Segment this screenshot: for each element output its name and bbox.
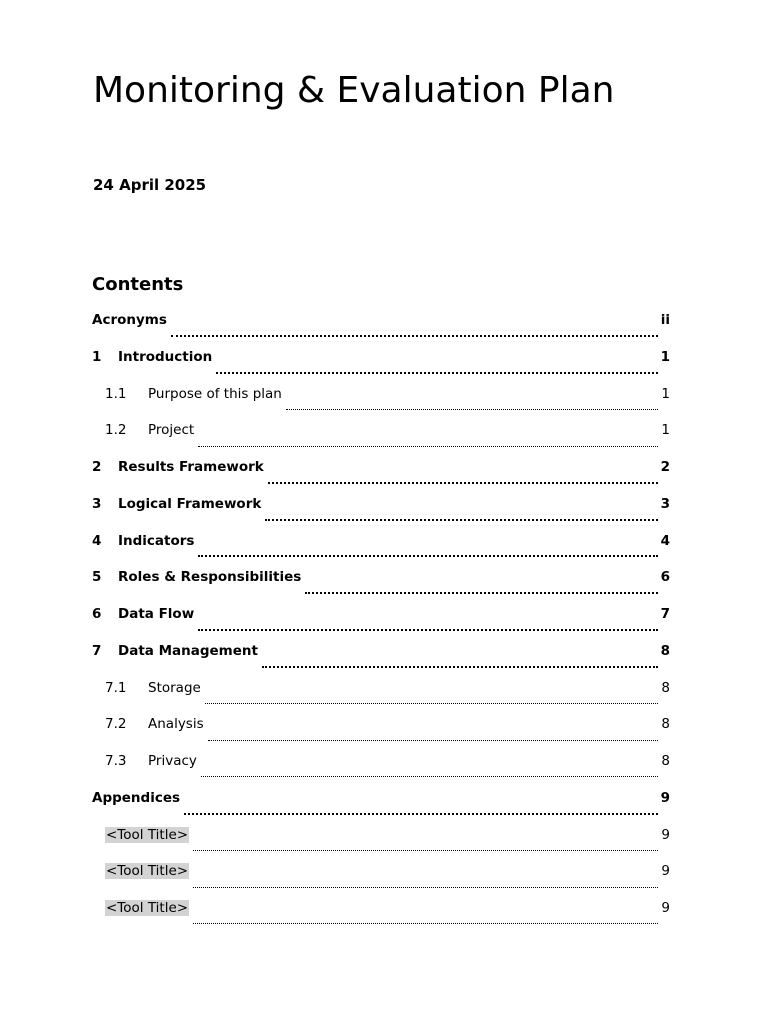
toc-entry-page-number: 6 xyxy=(660,569,670,586)
toc-entry-number: 3 xyxy=(92,495,102,512)
toc-dot-leader xyxy=(198,628,657,631)
toc-dot-leader xyxy=(268,481,658,484)
toc-entry-page-number: 8 xyxy=(661,753,670,769)
toc-entry-label: <Tool Title> xyxy=(106,900,189,916)
table-of-contents xyxy=(92,312,670,937)
toc-dot-leader xyxy=(216,371,657,374)
document-title: Monitoring & Evaluation Plan xyxy=(93,70,615,111)
toc-entry[interactable] xyxy=(92,790,670,827)
toc-entry[interactable] xyxy=(92,459,670,496)
toc-entry-label: Introduction xyxy=(118,348,213,365)
toc-entry-number: 6 xyxy=(92,606,102,622)
toc-entry[interactable] xyxy=(92,643,670,680)
toc-entry-page-number: 8 xyxy=(661,716,670,733)
toc-dot-leader xyxy=(305,591,657,594)
toc-entry-page-number: 7 xyxy=(660,606,670,622)
toc-entry-number: 1 xyxy=(92,348,102,365)
toc-entry-label: Project xyxy=(148,422,195,439)
toc-entry-number: 4 xyxy=(92,532,102,549)
toc-entry[interactable] xyxy=(92,680,670,717)
toc-dot-leader xyxy=(208,739,659,741)
toc-entry-label: Analysis xyxy=(148,716,204,733)
toc-entry[interactable] xyxy=(92,753,670,790)
toc-entry-page-number: 9 xyxy=(660,789,670,806)
document-date: 24 April 2025 xyxy=(93,176,207,194)
toc-entry-page-number: 4 xyxy=(660,532,670,549)
toc-entry[interactable] xyxy=(92,900,670,937)
toc-entry-number: 2 xyxy=(92,459,102,475)
toc-entry-page-number: 1 xyxy=(661,422,670,439)
toc-dot-leader xyxy=(198,445,658,447)
toc-entry-label: Data Flow xyxy=(118,606,195,622)
toc-dot-leader xyxy=(201,775,659,777)
toc-entry-label: Results Framework xyxy=(118,459,264,475)
toc-entry-number: 1.2 xyxy=(105,422,127,439)
toc-entry-page-number: 8 xyxy=(660,642,670,659)
toc-dot-leader xyxy=(171,334,658,337)
toc-entry-page-number: 9 xyxy=(661,826,670,843)
toc-entry-page-number: 3 xyxy=(660,495,670,512)
toc-entry-label: Roles & Responsibilities xyxy=(118,569,302,586)
contents-heading: Contents xyxy=(92,274,184,295)
toc-entry-page-number: 1 xyxy=(661,385,670,402)
toc-entry-label: Storage xyxy=(148,679,201,696)
toc-entry-label: Privacy xyxy=(148,753,197,769)
toc-dot-leader xyxy=(193,922,658,924)
toc-entry-number: 7.2 xyxy=(105,716,127,733)
toc-dot-leader xyxy=(184,812,658,815)
toc-entry-label: Appendices xyxy=(92,789,181,806)
toc-entry-label: Logical Framework xyxy=(118,495,262,512)
toc-entry[interactable] xyxy=(92,569,670,606)
toc-entry-number: 7.1 xyxy=(105,679,127,696)
toc-dot-leader xyxy=(262,665,658,668)
toc-dot-leader xyxy=(286,408,659,410)
toc-entry[interactable] xyxy=(92,349,670,386)
toc-entry-label: Data Management xyxy=(118,642,258,659)
toc-entry-page-number: ii xyxy=(660,312,670,328)
toc-entry-label: <Tool Title> xyxy=(106,826,189,843)
toc-entry[interactable] xyxy=(92,533,670,570)
toc-entry[interactable] xyxy=(92,827,670,864)
toc-entry-label: <Tool Title> xyxy=(106,863,189,880)
toc-entry[interactable] xyxy=(92,716,670,753)
toc-entry-label: Purpose of this plan xyxy=(148,385,282,402)
toc-entry-number: 7.3 xyxy=(105,753,127,769)
toc-entry[interactable] xyxy=(92,312,670,349)
toc-entry[interactable] xyxy=(92,606,670,643)
toc-dot-leader xyxy=(205,702,659,704)
toc-entry-page-number: 2 xyxy=(660,459,670,475)
toc-entry-number: 7 xyxy=(92,642,102,659)
toc-entry[interactable] xyxy=(92,386,670,423)
toc-entry-number: 1.1 xyxy=(105,385,127,402)
toc-entry-label: Indicators xyxy=(118,532,195,549)
toc-entry-page-number: 1 xyxy=(660,348,670,365)
toc-entry[interactable] xyxy=(92,496,670,533)
toc-dot-leader xyxy=(198,554,657,557)
toc-entry-number: 5 xyxy=(92,569,102,586)
toc-entry-label: Acronyms xyxy=(92,312,167,328)
toc-entry-page-number: 8 xyxy=(661,679,670,696)
toc-dot-leader xyxy=(265,518,657,521)
toc-entry-page-number: 9 xyxy=(661,900,670,916)
toc-entry[interactable] xyxy=(92,422,670,459)
toc-dot-leader xyxy=(193,849,658,851)
toc-entry-page-number: 9 xyxy=(661,863,670,880)
toc-dot-leader xyxy=(193,886,658,888)
toc-entry[interactable] xyxy=(92,863,670,900)
